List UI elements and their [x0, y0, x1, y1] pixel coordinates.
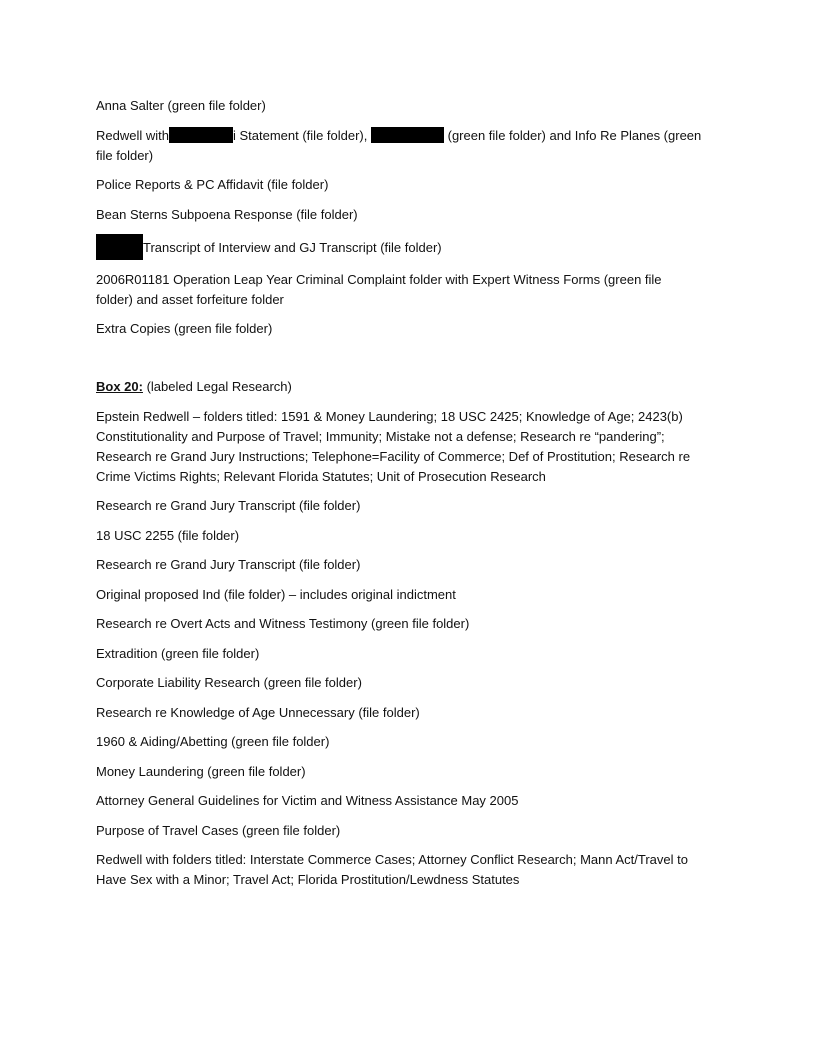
entry-epstein-line-2: Constitutionality and Purpose of Travel; Immunity; Mistake not a defense; Research re “pandering”;	[96, 428, 665, 444]
list-item: Extradition (green file folder)	[96, 645, 260, 661]
entry-transcript	[96, 234, 726, 260]
entry-last-redwell-line-2: Have Sex with a Minor; Travel Act; Florida Prostitution/Lewdness Statutes	[96, 872, 520, 887]
redwell-statement-text: i Statement (file folder),	[232, 127, 368, 143]
list-item: Research re Grand Jury Transcript (file folder)	[96, 557, 361, 572]
document-page	[96, 96, 726, 890]
redwell-info-text: (green file folder) and Info Re Planes (green	[444, 127, 702, 143]
entry-redwell-statement	[96, 126, 726, 146]
list-item: Original proposed Ind (file folder) – includes original indictment	[96, 586, 456, 602]
list-item: Corporate Liability Research (green file folder)	[96, 675, 362, 690]
list-item: Purpose of Travel Cases (green file folder)	[96, 822, 341, 838]
box-20-items	[96, 496, 726, 850]
entry-operation-line-2: folder) and asset forfeiture folder	[96, 291, 284, 307]
list-item: Research re Overt Acts and Witness Testimony (green file folder)	[96, 616, 470, 631]
list-item: Research re Grand Jury Transcript (file folder)	[96, 498, 361, 513]
entry-anna-salter: Anna Salter (green file folder)	[96, 98, 266, 113]
list-item: Money Laundering (green file folder)	[96, 763, 306, 779]
list-item: 1960 & Aiding/Abetting (green file folder)	[96, 734, 330, 749]
redaction-box	[371, 127, 444, 143]
redaction-box	[96, 234, 143, 260]
list-item: Research re Knowledge of Age Unnecessary (file folder)	[96, 704, 420, 720]
entry-police-reports: Police Reports & PC Affidavit (file folder)	[96, 177, 329, 192]
entry-bear-sterns: Bean Sterns Subpoena Response (file folder)	[96, 206, 358, 222]
box-20-subheading: (labeled Legal Research)	[142, 379, 292, 394]
redwell-prefix: Redwell with	[96, 127, 169, 143]
list-item: 18 USC 2255 (file folder)	[96, 527, 240, 543]
entry-operation-line-1: 2006R01181 Operation Leap Year Criminal Complaint folder with Expert Witness Forms (green file	[96, 271, 662, 287]
list-item: Attorney General Guidelines for Victim and Witness Assistance May 2005	[96, 793, 519, 808]
entry-redwell-continuation: file folder)	[96, 147, 154, 163]
box-20-heading-line	[96, 377, 726, 397]
entry-extra-copies: Extra Copies (green file folder)	[96, 321, 273, 336]
entry-last-redwell-line-1: Redwell with folders titled: Interstate Commerce Cases; Attorney Conflict Research; Mann Act/Travel to	[96, 852, 688, 867]
box-20-heading: Box 20:	[96, 379, 143, 394]
entry-epstein-line-1: Epstein Redwell – folders titled: 1591 & Money Laundering; 18 USC 2425; Knowledge of Age; 2423(b)	[96, 408, 683, 424]
transcript-text: Transcript of Interview and GJ Transcript (file folder)	[143, 240, 442, 255]
entry-epstein-line-4: Crime Victims Rights; Relevant Florida Statutes; Unit of Prosecution Research	[96, 468, 546, 484]
entry-epstein-line-3: Research re Grand Jury Instructions; Telephone=Facility of Commerce; Def of Prostitution; Research re	[96, 448, 691, 464]
redaction-box	[169, 127, 233, 143]
